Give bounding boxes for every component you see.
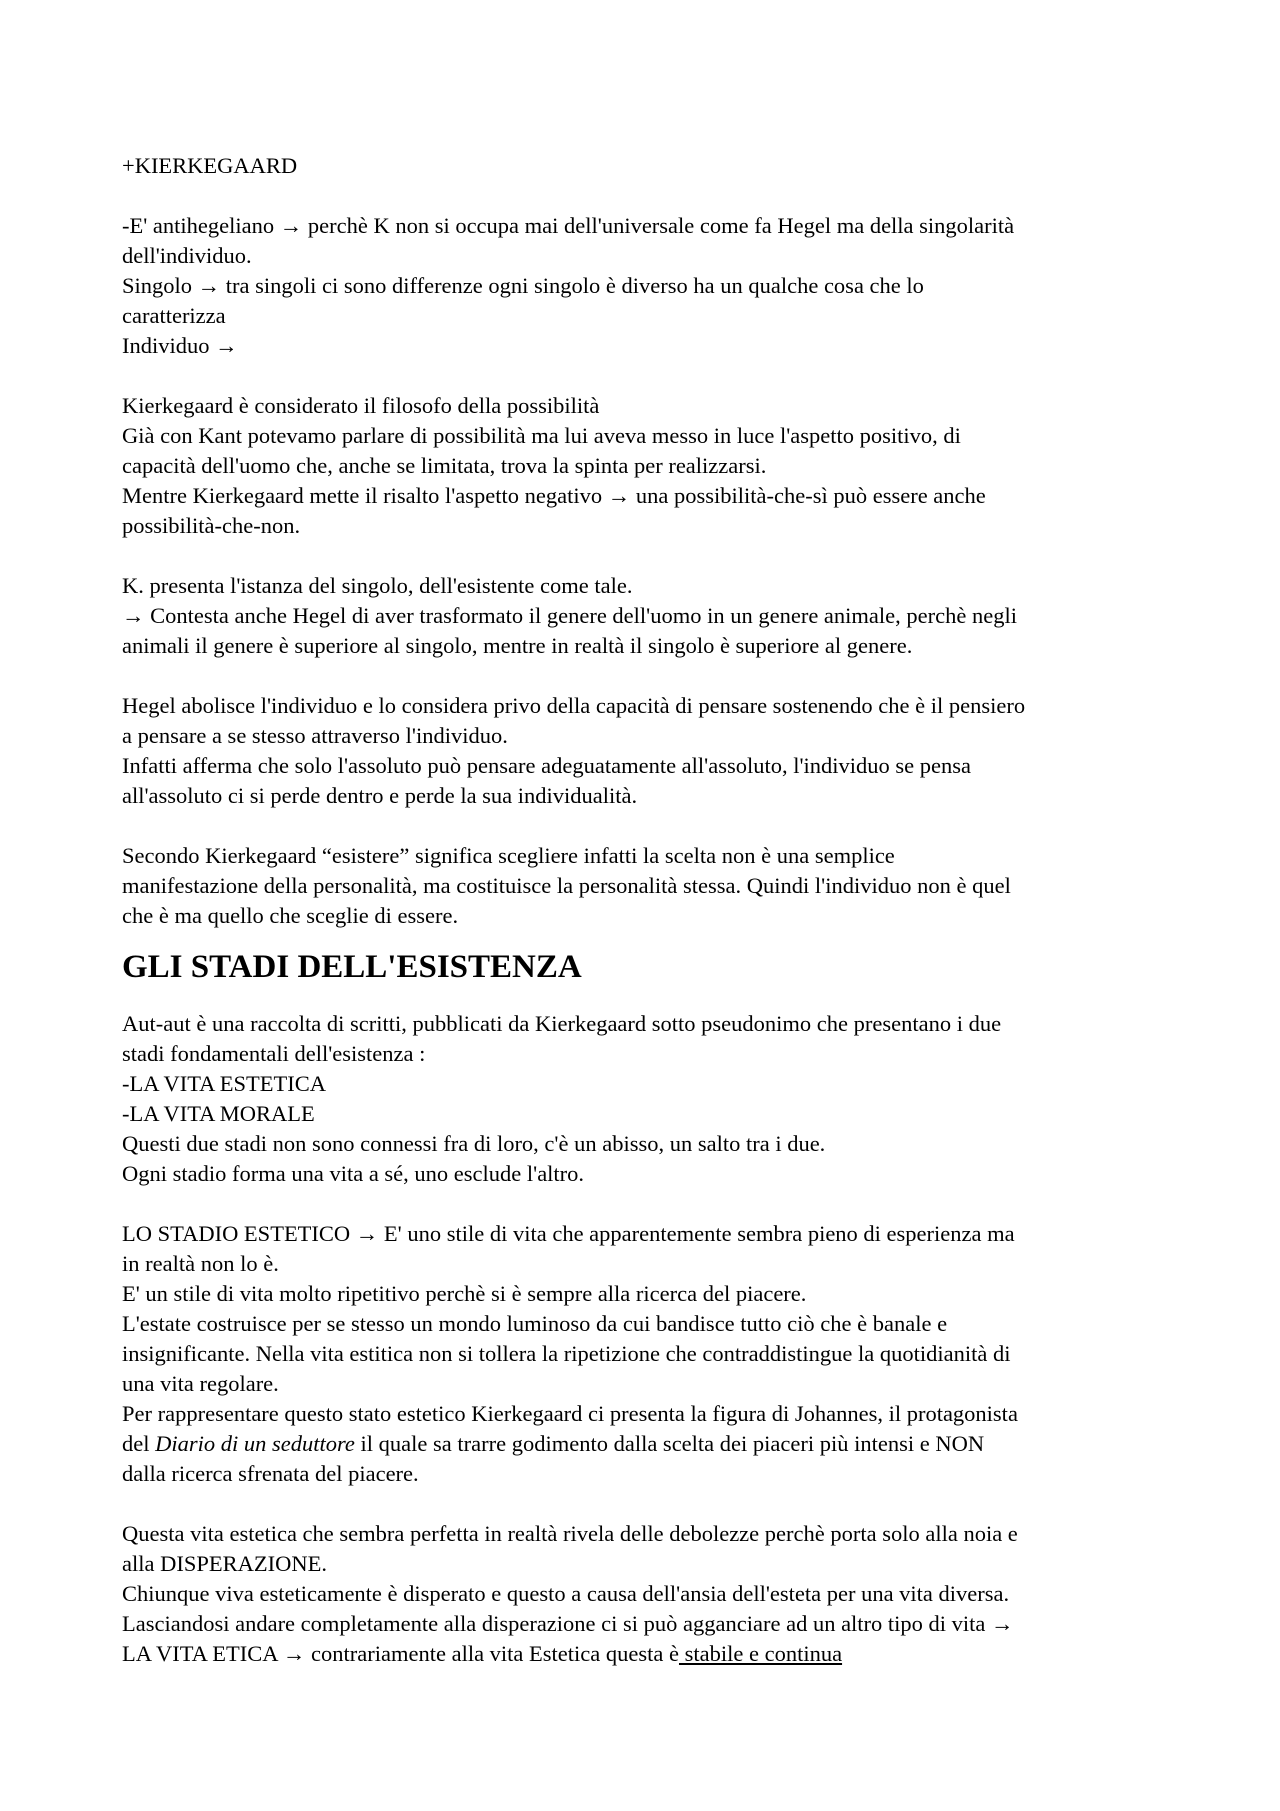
text-line: L'estate costruisce per se stesso un mondo luminoso da cui bandisce tutto ciò che è banale e [122,1311,948,1336]
document-body [122,151,1182,1669]
last-line-before: LA VITA ETICA → contrariamente alla vita Estetica questa è [122,1641,679,1666]
stages-section [122,1009,1182,1429]
text-line: alla DISPERAZIONE. [122,1551,327,1576]
text-line: caratterizza [122,303,226,328]
text-line: Aut-aut è una raccolta di scritti, pubblicati da Kierkegaard sotto pseudonimo che presentano i due [122,1011,1002,1036]
text-line: possibilità-che-non. [122,513,301,538]
text-line: Infatti afferma che solo l'assoluto può pensare adeguatamente all'assoluto, l'individuo se pensa [122,753,972,778]
text-line: animali il genere è superiore al singolo, mentre in realtà il singolo è superiore al genere. [122,633,913,658]
text-line: -E' antihegeliano → perchè K non si occupa mai dell'universale come fa Hegel ma della singolarità [122,213,1015,238]
text-line: insignificante. Nella vita estitica non si tollera la ripetizione che contraddistingue la quotidianità di [122,1341,1011,1366]
diario-before: del [122,1431,156,1456]
text-line: Secondo Kierkegaard “esistere” significa scegliere infatti la scelta non è una semplice [122,843,895,868]
blank-line [122,541,1182,571]
intro-section [122,151,1182,931]
blank-line [122,181,1182,211]
text-line: +KIERKEGAARD [122,153,298,178]
blank-line [122,661,1182,691]
blank-line [122,1489,1182,1519]
blank-line [122,1189,1182,1219]
text-line: dalla ricerca sfrenata del piacere. [122,1461,419,1486]
text-line: a pensare a se stesso attraverso l'individuo. [122,723,508,748]
last-line [122,1639,1182,1669]
text-line: Ogni stadio forma una vita a sé, uno esclude l'altro. [122,1161,585,1186]
text-line: Individuo → [122,333,238,358]
text-line: LO STADIO ESTETICO → E' uno stile di vita che apparentemente sembra pieno di esperienza ma [122,1221,1015,1246]
text-line: Hegel abolisce l'individuo e lo considera privo della capacità di pensare sostenendo che è il pensiero [122,693,1026,718]
text-line: Mentre Kierkegaard mette il risalto l'aspetto negativo → una possibilità-che-sì può essere anche [122,483,986,508]
blank-line [122,811,1182,841]
text-line: K. presenta l'istanza del singolo, dell'esistente come tale. [122,573,633,598]
text-line: capacità dell'uomo che, anche se limitata, trova la spinta per realizzarsi. [122,453,767,478]
text-line: Già con Kant potevamo parlare di possibilità ma lui aveva messo in luce l'aspetto positivo, di [122,423,961,448]
text-line: E' un stile di vita molto ripetitivo perchè si è sempre alla ricerca del piacere. [122,1281,807,1306]
text-line: → Contesta anche Hegel di aver trasformato il genere dell'uomo in un genere animale, perchè negli [122,603,1017,628]
text-line: Lasciandosi andare completamente alla disperazione ci si può agganciare ad un altro tipo di vita → [122,1611,1014,1636]
text-line: manifestazione della personalità, ma costituisce la personalità stessa. Quindi l'individuo non è quel [122,873,1011,898]
diario-line [122,1429,1182,1459]
text-line: Kierkegaard è considerato il filosofo della possibilità [122,393,600,418]
diario-title: Diario di un seduttore [155,1431,355,1456]
section-heading: GLI STADI DELL'ESISTENZA [122,949,582,985]
text-line: Questa vita estetica che sembra perfetta in realtà rivela delle debolezze perchè porta solo alla noia e [122,1521,1018,1546]
despair-section [122,1459,1182,1639]
text-line: all'assoluto ci si perde dentro e perde la sua individualità. [122,783,638,808]
text-line: Per rappresentare questo stato estetico Kierkegaard ci presenta la figura di Johannes, il protagonista [122,1401,1018,1426]
text-line: una vita regolare. [122,1371,279,1396]
text-line: stadi fondamentali dell'esistenza : [122,1041,426,1066]
text-line: -LA VITA MORALE [122,1101,315,1126]
underlined-phrase: stabile e continua [678,1641,843,1666]
blank-line [122,361,1182,391]
text-line: -LA VITA ESTETICA [122,1071,327,1096]
text-line: Questi due stadi non sono connessi fra di loro, c'è un abisso, un salto tra i due. [122,1131,826,1156]
text-line: Singolo → tra singoli ci sono differenze ogni singolo è diverso ha un qualche cosa che lo [122,273,924,298]
diario-after: il quale sa trarre godimento dalla scelta dei piaceri più intensi e NON [354,1431,985,1456]
text-line: che è ma quello che sceglie di essere. [122,903,459,928]
text-line: in realtà non lo è. [122,1251,279,1276]
text-line: Chiunque viva esteticamente è disperato e questo a causa dell'ansia dell'esteta per una vita diversa. [122,1581,1010,1606]
text-line: dell'individuo. [122,243,252,268]
